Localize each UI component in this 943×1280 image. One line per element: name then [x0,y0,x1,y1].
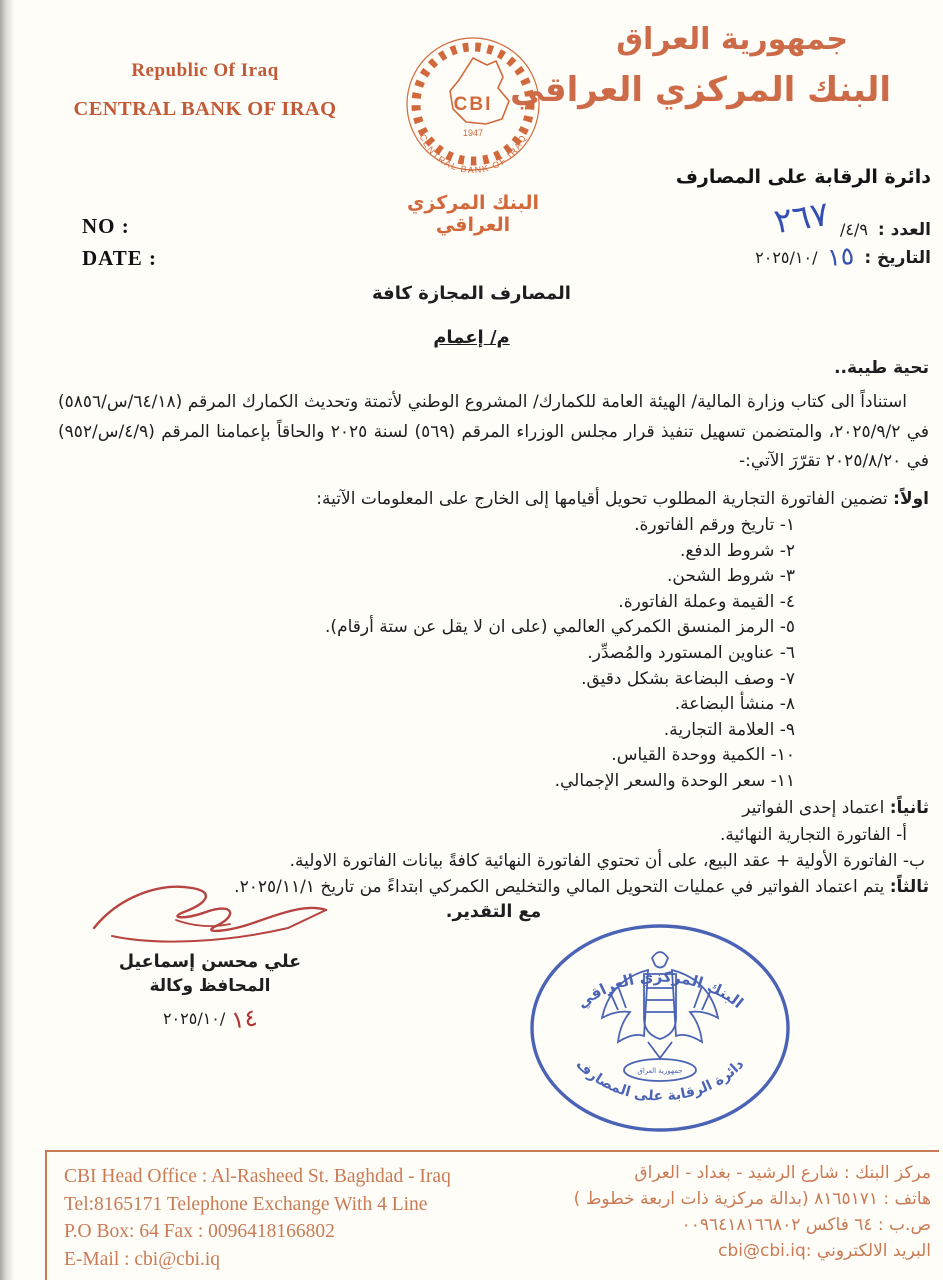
footer-line: E-Mail : cbi@cbi.iq [64,1248,221,1270]
section-first-lead: اولاً: [893,489,929,509]
addressee-line: المصارف المجازة كافة [372,283,571,304]
list-item: ١١- سعر الوحدة والسعر الإجمالي. [554,770,795,791]
footer-line: ص.ب : ٦٤ فاكس ٠٠٩٦٤١٨١٦٦٨٠٢ [681,1215,931,1235]
subject-word: إعمام [433,327,484,348]
list-item: ١- تاريخ ورقم الفاتورة. [634,515,795,535]
section-second-lead: ثانياً: [889,797,929,818]
subject-text [433,327,510,348]
stamp-bottom-caption: دائرة الرقابة على المصارف [572,1056,748,1105]
date-label-ar: التاريخ : [864,248,931,268]
footer-line: البريد الالكتروني :cbi@cbi.iq [718,1241,931,1261]
scan-page-edge [0,0,14,1280]
ref-number-printed: /٤/٩ [839,220,868,239]
footer-line: CBI Head Office : Al-Rasheed St. Baghdad - Iraq [64,1166,451,1187]
footer-arabic-block [574,1160,931,1264]
header-english-block [70,60,340,121]
signatory-title: المحافظ وكالة [149,976,271,996]
date-label-en: DATE : [82,246,158,270]
list-item: ٦- عناوين المستورد والمُصدِّر. [587,642,795,663]
footer-line: مركز البنك : شارع الرشيد - بغداد - العراق [634,1163,931,1183]
ref-number-label: العدد : [877,220,931,240]
no-date-block [82,210,157,274]
date-printed: ٢٠٢٥/١٠/ [755,248,818,267]
central-bank-title: CENTRAL BANK OF IRAQ [73,98,337,120]
list-item: ب- الفاتورة الأولية + عقد البيع، على أن تحتوي الفاتورة النهائية كافةً بيانات الفاتورة الاولية. [289,850,925,871]
list-item: ٩- العلامة التجارية. [663,719,795,740]
seal-ring-caption: CENTRAL BANK OF IRAQ [417,132,529,176]
list-item: ٤- القيمة وعملة الفاتورة. [618,591,795,612]
signature-date-printed: ٢٠٢٥/١٠/ [162,1009,226,1028]
stamp-top-caption: البنك المركزي العراقي [573,967,747,1012]
seal-cbi-text: CBI [453,94,493,115]
seal-year-text: 1947 [462,128,484,138]
calligraphy-central-bank: البنك المركزي العراقي [509,70,891,110]
footer-line: P.O Box: 64 Fax : 0096418166802 [64,1221,335,1242]
footer-left-rule [45,1150,47,1280]
section-third-lead: ثالثاً: [889,876,929,897]
signature-block [88,876,332,1035]
list-item: ٣- شروط الشحن. [666,566,795,587]
footer-line: هاتف : ٨١٦٥١٧١ (بدالة مركزية ذات اربعة خطوط ) [573,1189,931,1209]
department-title: دائرة الرقابة على المصارف [675,166,931,188]
no-label: NO : [82,214,130,238]
footer-divider [45,1150,939,1152]
calligraphy-republic-of-iraq: جمهورية العراق [616,22,848,57]
footer-english-block [64,1163,451,1273]
footer-line: Tel:8165171 Telephone Exchange With 4 Line [64,1193,428,1215]
signature-date-handwritten: ١٤ [229,1003,260,1035]
invoice-info-list [58,513,929,795]
list-item: ١٠- الكمية ووحدة القياس. [611,745,795,766]
section-first-text: تضمين الفاتورة التجارية المطلوب تحويل أقيامها إلى الخارج على المعلومات الآتية: [316,489,894,509]
date-row [755,240,931,273]
signature-date-row [88,1002,332,1035]
section-third-text: يتم اعتماد الفواتير في عمليات التحويل المالي والتخليص الكمركي ابتداءً من تاريخ ٢٠٢٥/١١/١. [234,876,890,897]
cbi-kufic-logo-text: البنك المركزي العراقي [407,192,539,236]
greeting-line: تحية طيبة.. [834,358,929,378]
stamp-center-caption: جمهورية العراق [637,1067,683,1075]
subject-prefix: م/ [483,327,510,348]
date-day-handwritten: ١٥ [826,240,856,273]
subject-line [0,327,943,348]
list-item: ٢- شروط الدفع. [679,540,795,561]
signature-scribble [88,876,332,952]
list-item: ٨- منشأ البضاعة. [674,694,795,715]
letter-body [58,486,929,922]
list-item: ٧- وصف البضاعة بشكل دقيق. [581,668,795,689]
official-stamp [518,918,802,1138]
list-item: أ- الفاتورة التجارية النهائية. [719,824,907,845]
closing-line: مع التقدير. [445,901,542,922]
section-first [58,486,929,513]
section-second [58,795,929,822]
republic-of-iraq-title: Republic Of Iraq [131,60,279,81]
ref-number-handwritten: ٢٦٧ [771,194,832,243]
section-second-text: اعتماد إحدى الفواتير [742,797,890,818]
ref-number-row [771,194,931,244]
list-item: ٥- الرمز المنسق الكمركي العالمي (على ان لا يقل عن ستة أرقام). [325,617,795,638]
signatory-name: علي محسن إسماعيل [118,952,302,972]
intro-paragraph: استناداً الى كتاب وزارة المالية/ الهيئة العامة للكمارك/ المشروع الوطني لأتمتة وتحديث الكمارك المرقم (٦٤/١٨/س/٥٨٥٦) في ٢٠٢٥/٩/٢، والمتضمن تسهيل تنفيذ قرار مجلس الوزراء المرقم (٥٦٩) لسنة ٢٠٢٥ والحاقاً بإعمامنا المرقم (٤/٩/س/٩٥٢) في ٢٠٢٥/٨/٢٠ تقرّرَ الآتي:- [58,392,930,471]
